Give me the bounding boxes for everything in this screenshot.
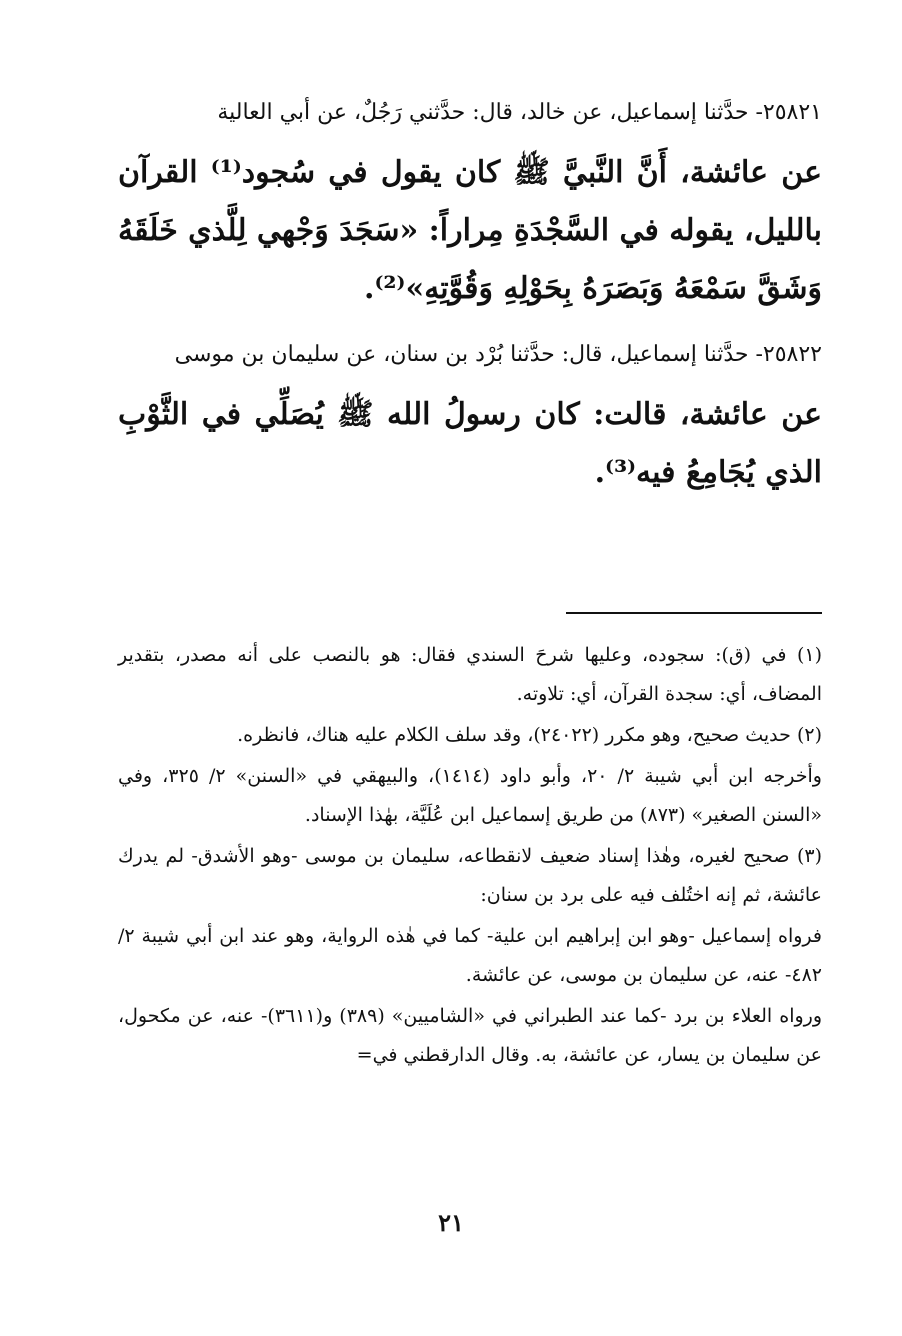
footnote-separator: [566, 612, 822, 614]
footnote-2-continued: وأخرجه ابن أبي شيبة ٢/ ٢٠، وأبو داود (١٤١٤)، والبيهقي في «السنن» ٢/ ٣٢٥، وفي «السنن الصغير» (٨٧٣) من طريق إسماعيل ابن عُلَيَّة، بهٰذا الإسناد.: [118, 765, 822, 826]
hadith-text-25821: عن عائشة، أَنَّ النَّبيَّ ﷺ كان يقول في سُجود⁽¹⁾ القرآن بالليل، يقوله في السَّجْدَةِ مِراراً: «سَجَدَ وَجْهي لِلَّذي خَلَقَهُ وَشَقَّ سَمْعَهُ وَبَصَرَهُ بِحَوْلِهِ وَقُوَّتِهِ»⁽²⁾.: [118, 155, 822, 306]
hadith-text-25822: عن عائشة، قالت: كان رسولُ الله ﷺ يُصَلِّي في الثَّوْبِ الذي يُجَامِعُ فيه⁽³⁾.: [118, 397, 822, 490]
footnote-3-continued: فرواه إسماعيل -وهو ابن إبراهيم ابن علية- كما في هٰذه الرواية، وهو عند ابن أبي شيبة ٢/ ٤٨٢- عنه، عن سليمان بن موسى، عن عائشة.: [118, 925, 822, 986]
footnotes: [118, 636, 822, 1077]
hadith-chain-25821: ٢٥٨٢١- حدَّثنا إسماعيل، عن خالد، قال: حدَّثني رَجُلٌ، عن أبي العالية: [217, 100, 822, 125]
hadith-chain-25822: ٢٥٨٢٢- حدَّثنا إسماعيل، قال: حدَّثنا بُرْد بن سنان، عن سليمان بن موسى: [174, 342, 822, 367]
footnote-2: (٢) حديث صحيح، وهو مكرر (٢٤٠٢٢)، وقد سلف الكلام عليه هناك، فانظره.: [237, 724, 822, 746]
page-number: ٢١: [438, 1208, 464, 1237]
footnote-1: (١) في (ق): سجوده، وعليها شرحَ السندي فقال: هو بالنصب على أنه مصدر، بتقدير المضاف، أي: سجدة القرآن، أي: تلاوته.: [118, 644, 822, 705]
main-text: [118, 90, 822, 516]
footnote-3: (٣) صحيح لغيره، وهٰذا إسناد ضعيف لانقطاعه، سليمان بن موسى -وهو الأشدق- لم يدرك عائشة، ثم إنه اختُلف فيه على برد بن سنان:: [118, 845, 822, 906]
footnote-3-continued-2: ورواه العلاء بن برد -كما عند الطبراني في «الشاميين» (٣٨٩) و(٣٦١١)- عنه، عن مكحول، عن سليمان بن يسار، عن عائشة، به. وقال الدارقطني في=: [118, 1005, 823, 1066]
